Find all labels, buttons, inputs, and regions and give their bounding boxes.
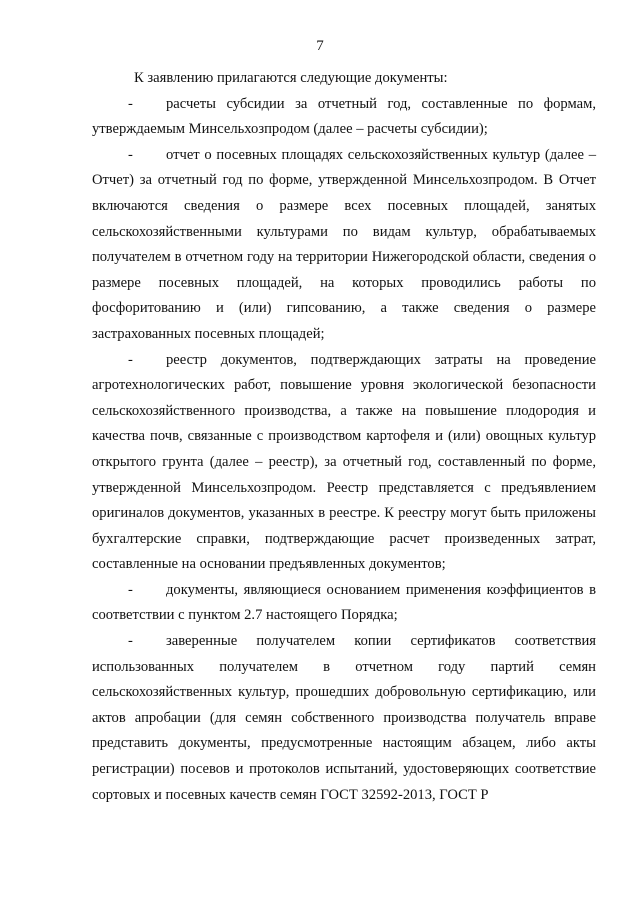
list-item-text: документы, являющиеся основанием применения коэффициентов в соответствии с пунктом 2.7 настоящего Порядка; (92, 581, 596, 624)
list-item-text: реестр документов, подтверждающих затраты на проведение агротехнологических работ, повышение уровня экологической безопасности сельскохозяйственного производства, а также на повышение плодородия и качества почв, связанные с производством картофеля и (или) овощных культур открытого грунта (далее – реестр), за отчетный год, составленный по форме, утвержденной Минсельхозпродом. Реестр представляется с предъявлением оригиналов документов, указанных в реестре. К реестру могут быть приложены бухгалтерские справки, подтверждающие расчет произведенных затрат, составленные на основании предъявленных документов; (92, 351, 596, 573)
list-bullet: - (128, 633, 133, 650)
list-item (92, 629, 596, 808)
list-bullet: - (128, 95, 133, 112)
list-item (92, 578, 596, 629)
list-item-text: расчеты субсидии за отчетный год, составленные по формам, утверждаемым Минсельхозпродом (далее – расчеты субсидии); (92, 95, 596, 138)
document-body (92, 66, 596, 808)
list-item (92, 92, 596, 143)
list-item-text: заверенные получателем копии сертификатов соответствия использованных получателем в отчетном году партий семян сельскохозяйственных культур, прошедших добровольную сертификацию, или актов апробации (для семян собственного производства получатель вправе представить документы, предусмотренные настоящим абзацем, либо акты регистрации) посевов и протоколов испытаний, удостоверяющих соответствие сортовых и посевных качеств семян ГОСТ 32592-2013, ГОСТ Р (92, 633, 596, 803)
list-bullet: - (128, 581, 133, 598)
list-item (92, 348, 596, 578)
list-item (92, 143, 596, 348)
intro-paragraph: К заявлению прилагаются следующие документы: (134, 70, 448, 86)
list-item-text: отчет о посевных площадях сельскохозяйственных культур (далее – Отчет) за отчетный год по форме, утвержденной Минсельхозпродом. В Отчет включаются сведения о размере всех посевных площадей, занятых сельскохозяйственными культурами по видам культур, обрабатываемых получателем в отчетном году на территории Нижегородской области, сведения о размере посевных площадей, на которых проводились работы по фосфоритованию и (или) гипсованию, а также сведения о размере застрахованных посевных площадей; (92, 146, 596, 342)
list-bullet: - (128, 146, 133, 163)
page-number: 7 (316, 38, 324, 54)
list-bullet: - (128, 351, 133, 368)
